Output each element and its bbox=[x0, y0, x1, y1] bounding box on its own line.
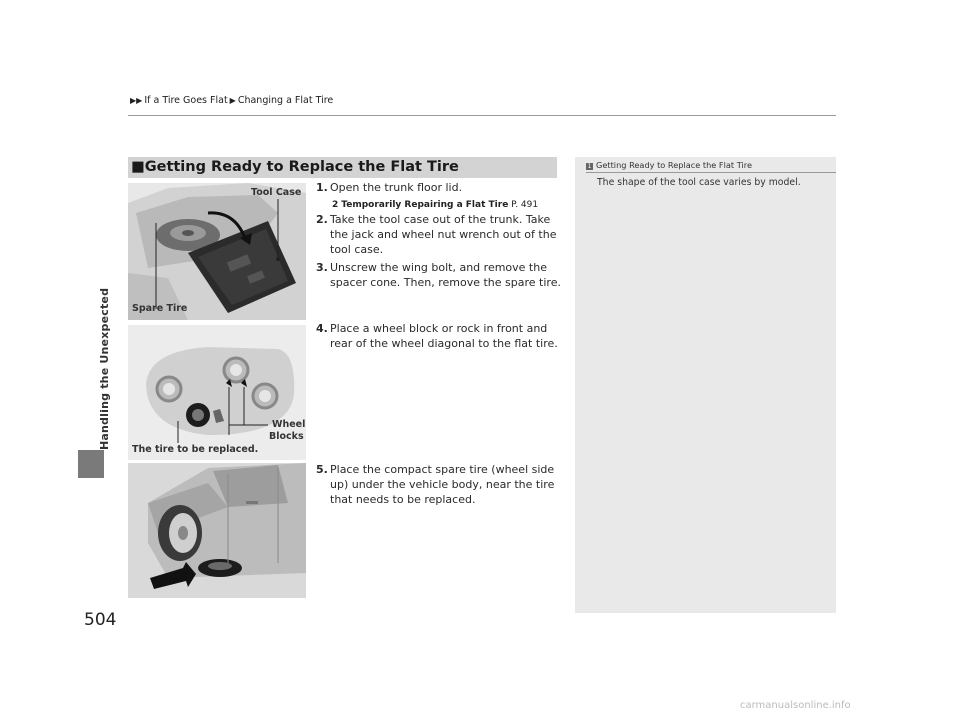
square-bullet-icon: ■ bbox=[131, 159, 145, 175]
chapter-tab bbox=[78, 450, 104, 478]
sidebar-text: The shape of the tool case varies by model. bbox=[597, 177, 801, 188]
tire-to-replace-label: The tire to be replaced. bbox=[132, 444, 259, 455]
figure-wheel-blocks bbox=[128, 325, 306, 460]
breadcrumb-part-2[interactable]: Changing a Flat Tire bbox=[237, 95, 334, 106]
header-divider bbox=[128, 115, 836, 116]
wheel-label: Wheel bbox=[272, 419, 306, 430]
spare-tire-label: Spare Tire bbox=[132, 303, 188, 314]
vehicle-illustration bbox=[128, 463, 306, 598]
step-4: 4. Place a wheel block or rock in front and rear of the wheel diagonal to the flat tire. bbox=[316, 322, 558, 350]
arrow-icon: ▶ bbox=[229, 96, 236, 105]
trunk-illustration bbox=[128, 183, 306, 320]
chapter-side-title: Handling the Unexpected bbox=[98, 287, 111, 450]
step-3: 3. Unscrew the wing bolt, and remove the spacer cone. Then, remove the spare tire. bbox=[316, 261, 561, 289]
figure-spare-under-vehicle bbox=[128, 463, 306, 598]
sidebar-divider bbox=[586, 172, 836, 173]
page-number: 504 bbox=[84, 610, 117, 630]
sidebar-title: 1 Getting Ready to Replace the Flat Tire bbox=[587, 160, 752, 170]
step-1: 1. Open the trunk floor lid. 2 Temporarily Repairing a Flat Tire P. 491 bbox=[316, 180, 566, 213]
figure-trunk-tool-case bbox=[128, 183, 306, 320]
reference-link[interactable]: 2 Temporarily Repairing a Flat Tire P. 491 bbox=[332, 198, 566, 213]
breadcrumb-part-1[interactable]: If a Tire Goes Flat bbox=[144, 95, 228, 106]
sidebar-note bbox=[575, 157, 836, 613]
section-title: Getting Ready to Replace the Flat Tire bbox=[144, 159, 459, 175]
blocks-label: Blocks bbox=[269, 431, 304, 442]
arrow-icon: ▶▶ bbox=[130, 96, 143, 105]
watermark: carmanualsonline.info bbox=[740, 700, 851, 711]
step-5: 5. Place the compact spare tire (wheel side up) under the vehicle body, near the tire that needs to be replaced. bbox=[316, 463, 555, 506]
step-2: 2. Take the tool case out of the trunk. Take the jack and wheel nut wrench out of the tool case. bbox=[316, 213, 557, 256]
reference-icon: 2 bbox=[332, 200, 339, 210]
section-header bbox=[128, 157, 557, 178]
breadcrumb bbox=[128, 95, 333, 106]
tool-case-label: Tool Case bbox=[251, 187, 302, 198]
note-icon: 1 bbox=[587, 163, 592, 170]
